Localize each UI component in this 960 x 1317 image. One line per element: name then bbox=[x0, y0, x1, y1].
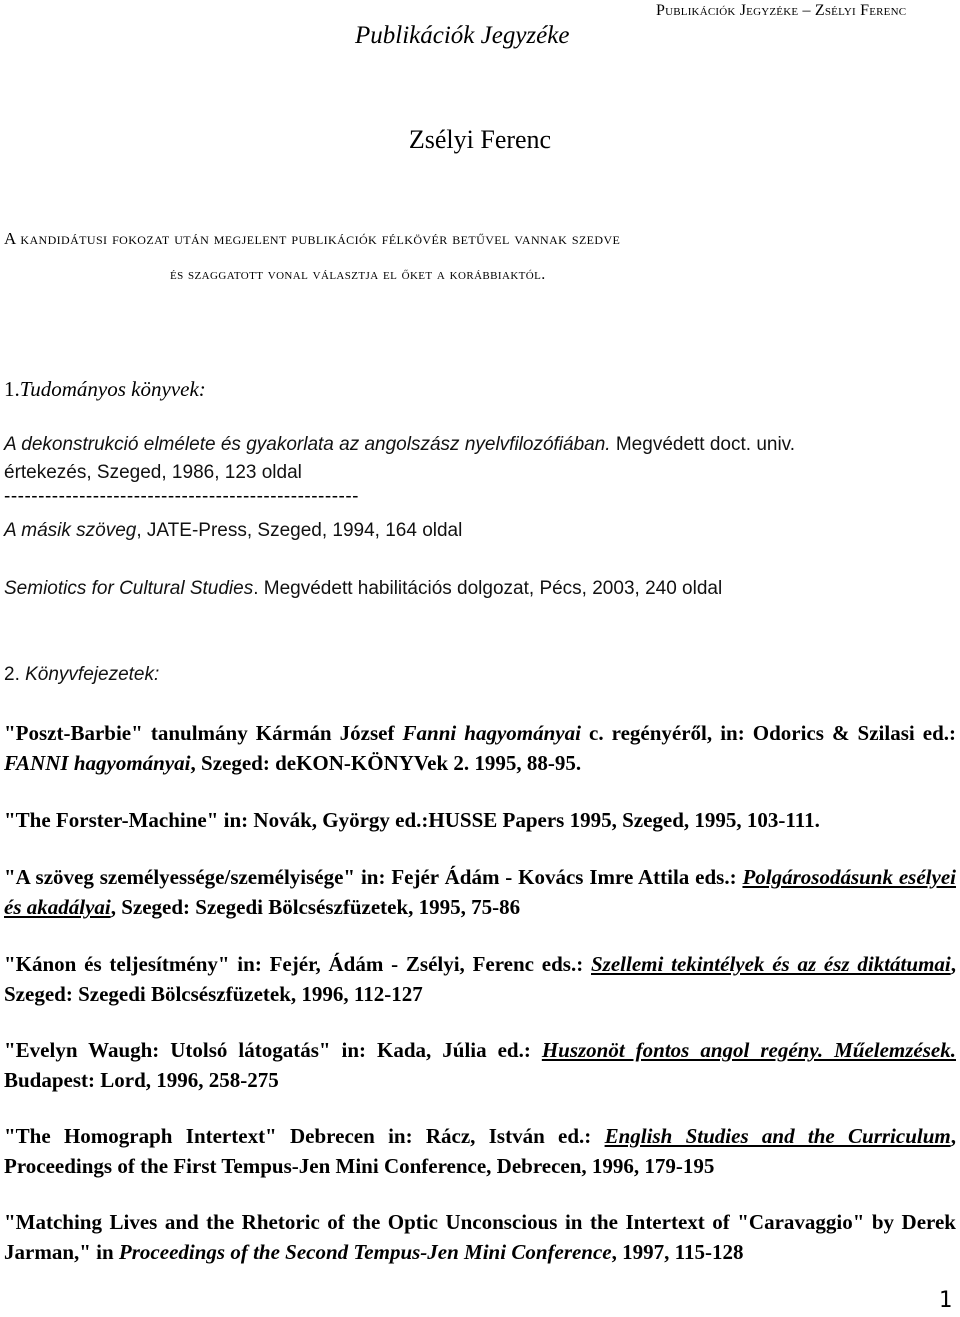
section-heading-chapters bbox=[4, 664, 159, 686]
book-entry-1 bbox=[4, 434, 956, 456]
book-details: , JATE-Press, Szeged, 1994, 164 oldal bbox=[136, 520, 463, 541]
chapter-entry: "Kánon és teljesítmény" in: Fejér, Ádám - Zsélyi, Ferenc eds.: Szellemi tekintélyek és az ész diktátumai, Szeged: Szegedi Bölcsészfüzetek, 1996, 112-127 bbox=[4, 952, 956, 1006]
book-title: A másik szöveg bbox=[4, 520, 137, 541]
book-entry-1-cont: értekezés, Szeged, 1986, 123 oldal bbox=[4, 462, 302, 483]
chapter-entry: "Poszt-Barbie" tanulmány Kármán József Fanni hagyományai c. regényéről, in: Odorics & Szilasi ed.: FANNI hagyományai, Szeged: deKON-KÖNYVek 2. 1995, 88-95. bbox=[4, 721, 957, 775]
note-line-2: és szaggatott vonal választja el őket a korábbiaktól. bbox=[170, 266, 546, 283]
section-heading-books bbox=[4, 377, 206, 402]
page-number: 1 bbox=[938, 1288, 952, 1313]
document-title: Publikációk Jegyzéke bbox=[355, 22, 570, 49]
chapter-entry: "The Homograph Intertext" Debrecen in: Rácz, István ed.: English Studies and the Curriculum, Proceedings of the First Tempus-Jen Mini Conference, Debrecen, 1996, 179-195 bbox=[4, 1124, 956, 1178]
chapter-entry: "Evelyn Waugh: Utolsó látogatás" in: Kada, Júlia ed.: Huszonöt fontos angol regény. Műelemzések. Budapest: Lord, 1996, 258-275 bbox=[4, 1038, 956, 1092]
chapter-entry: "The Forster-Machine" in: Novák, György ed.:HUSSE Papers 1995, Szeged, 1995, 103-111. bbox=[4, 808, 820, 832]
section-number: 2. bbox=[4, 664, 26, 685]
book-details: Megvédett doct. univ. bbox=[610, 434, 796, 455]
section-number: 1. bbox=[4, 377, 20, 401]
book-details: . Megvédett habilitációs dolgozat, Pécs, 2003, 240 oldal bbox=[253, 578, 723, 599]
running-head: Publikációk Jegyzéke – Zsélyi Ferenc bbox=[656, 2, 907, 19]
book-entry-2 bbox=[4, 520, 462, 542]
note-line-1: A kandidátusi fokozat után megjelent publikációk félkövér betűvel vannak szedve bbox=[4, 229, 621, 248]
book-entry-3 bbox=[4, 578, 722, 600]
section-title: Könyvfejezetek: bbox=[25, 664, 160, 685]
separator-line: ---------------------------------------------------- bbox=[4, 486, 360, 507]
book-title: Semiotics for Cultural Studies bbox=[4, 578, 254, 599]
book-title: A dekonstrukció elmélete és gyakorlata az angolszász nyelvfilozófiában. bbox=[4, 434, 611, 455]
chapter-entry: "A szöveg személyessége/személyisége" in: Fejér Ádám - Kovács Imre Attila eds.: Polgárosodásunk esélyei és akadályai, Szeged: Szegedi Bölcsészfüzetek, 1995, 75-86 bbox=[4, 865, 956, 919]
chapter-entry: "Matching Lives and the Rhetoric of the Optic Unconscious in the Intertext of "Caravaggio" by Derek Jarman," in Proceedings of the Second Tempus-Jen Mini Conference, 1997, 115-128 bbox=[4, 1210, 956, 1264]
section-title: Tudományos könyvek: bbox=[19, 377, 206, 401]
author-name: Zsélyi Ferenc bbox=[408, 125, 552, 154]
